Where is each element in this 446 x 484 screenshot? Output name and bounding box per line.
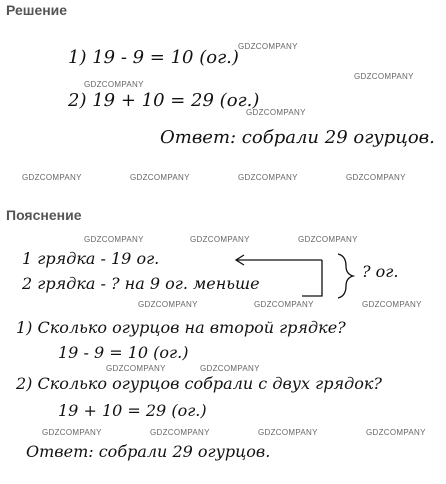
brace-label: ? ог. — [362, 262, 399, 281]
solution-heading: Решение — [6, 2, 68, 18]
scheme-curly-brace — [338, 254, 353, 298]
watermark: GDZCOMPANY — [130, 173, 190, 182]
watermark: GDZCOMPANY — [22, 173, 82, 182]
explanation-heading: Пояснение — [6, 207, 82, 223]
solution-step-1: 1) 19 - 9 = 10 (ог.) — [68, 47, 239, 68]
watermark: GDZCOMPANY — [84, 235, 144, 244]
watermark: GDZCOMPANY — [42, 428, 102, 437]
watermark: GDZCOMPANY — [150, 428, 210, 437]
solution-answer: Ответ: собрали 29 огурцов. — [160, 127, 435, 148]
question-1: 1) Сколько огурцов на второй грядке? — [16, 318, 346, 337]
calc-2: 19 + 10 = 29 (ог.) — [58, 401, 207, 420]
bed-2-text: 2 грядка - ? на 9 ог. меньше — [22, 274, 260, 293]
explanation-answer: Ответ: собрали 29 огурцов. — [26, 442, 271, 461]
watermark: GDZCOMPANY — [238, 42, 298, 51]
watermark: GDZCOMPANY — [246, 108, 306, 117]
watermark: GDZCOMPANY — [254, 300, 314, 309]
watermark: GDZCOMPANY — [238, 173, 298, 182]
watermark: GDZCOMPANY — [366, 428, 426, 437]
watermark: GDZCOMPANY — [258, 428, 318, 437]
question-2: 2) Сколько огурцов собрали с двух грядок? — [16, 374, 382, 393]
scheme-bracket — [302, 260, 322, 296]
watermark: GDZCOMPANY — [106, 364, 166, 373]
calc-1: 19 - 9 = 10 (ог.) — [58, 343, 189, 362]
watermark: GDZCOMPANY — [200, 364, 260, 373]
watermark: GDZCOMPANY — [346, 173, 406, 182]
watermark: GDZCOMPANY — [298, 235, 358, 244]
watermark: GDZCOMPANY — [190, 235, 250, 244]
bed-1-text: 1 грядка - 19 ог. — [22, 249, 160, 268]
watermark: GDZCOMPANY — [138, 300, 198, 309]
watermark: GDZCOMPANY — [84, 80, 144, 89]
solution-step-2: 2) 19 + 10 = 29 (ог.) — [68, 90, 260, 111]
watermark: GDZCOMPANY — [354, 72, 414, 81]
watermark: GDZCOMPANY — [362, 300, 422, 309]
